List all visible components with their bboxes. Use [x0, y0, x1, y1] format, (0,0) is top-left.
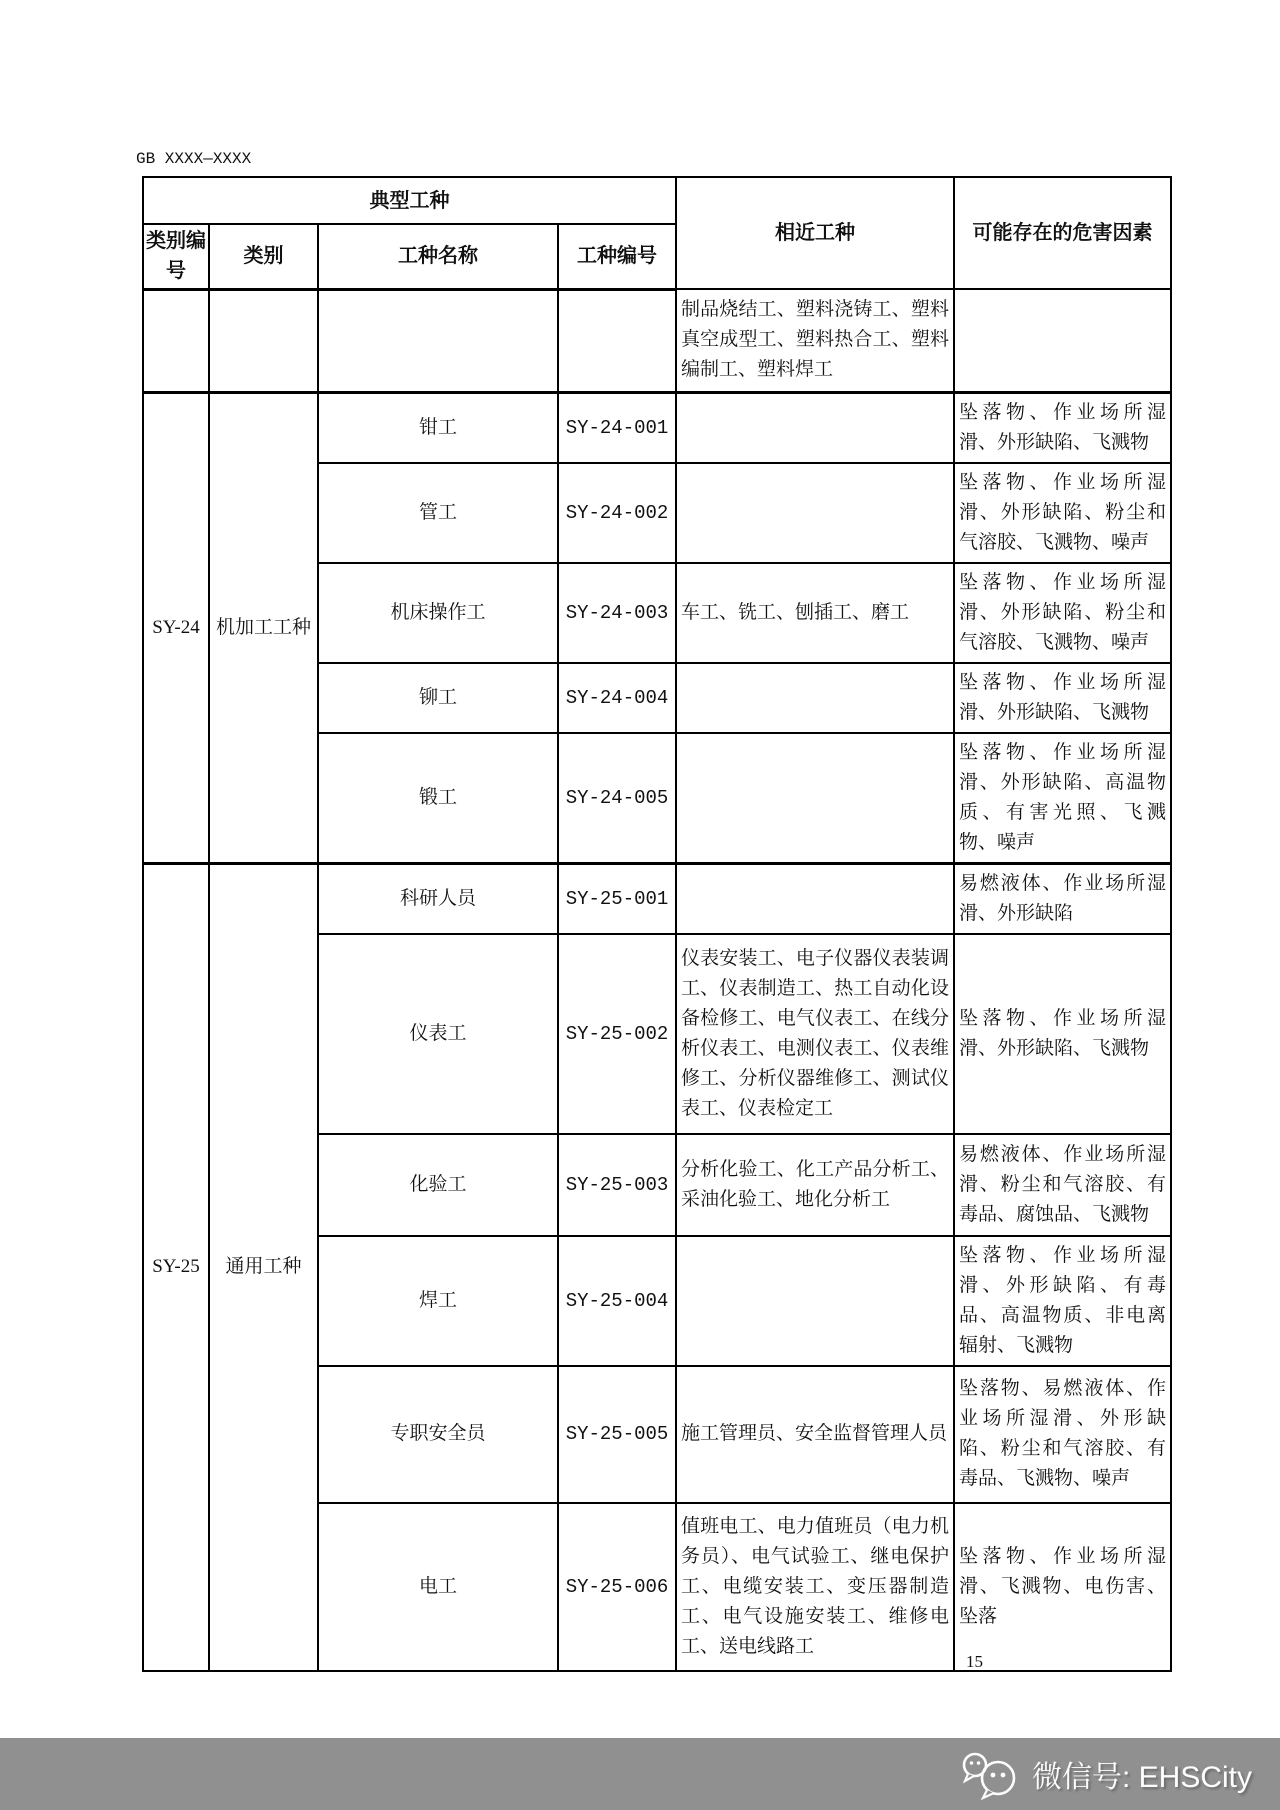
header-job-name: 工种名称: [318, 224, 558, 289]
cell-job-name: 机床操作工: [318, 563, 558, 663]
cell-job-no: SY-25-002: [558, 934, 676, 1134]
cell-similar: 车工、铣工、刨插工、磨工: [676, 563, 954, 663]
cell-job-name: 专职安全员: [318, 1366, 558, 1503]
header-typical: 典型工种: [143, 177, 676, 224]
cell-group-name: 机加工工种: [209, 392, 318, 863]
cell-hazards: 坠落物、作业场所湿滑、外形缺陷、有毒品、高温物质、非电离辐射、飞溅物: [954, 1236, 1171, 1366]
cell-hazards: 坠落物、易燃液体、作业场所湿滑、外形缺陷、粉尘和气溶胶、有毒品、飞溅物、噪声: [954, 1366, 1171, 1503]
header-job-no: 工种编号: [558, 224, 676, 289]
cell-job-no: SY-24-001: [558, 392, 676, 463]
cell-hazards: 坠落物、作业场所湿滑、外形缺陷、高温物质、有害光照、飞溅物、噪声: [954, 733, 1171, 864]
cell-hazards: 坠落物、作业场所湿滑、飞溅物、电伤害、坠落: [954, 1503, 1171, 1671]
table-row: [143, 863, 1171, 934]
cell-hazards: [954, 289, 1171, 392]
cell-job-no: [558, 289, 676, 392]
cell-job-name: 焊工: [318, 1236, 558, 1366]
jobs-hazards-table: [142, 176, 1172, 1672]
table-row-continuation: [143, 289, 1171, 392]
cell-hazards: 坠落物、作业场所湿滑、外形缺陷、飞溅物: [954, 392, 1171, 463]
doc-code: GB XXXX—XXXX: [136, 150, 252, 168]
header-similar: 相近工种: [676, 177, 954, 289]
cell-job-name: 锻工: [318, 733, 558, 864]
cell-similar: [676, 463, 954, 563]
page-number: 15: [966, 1652, 983, 1671]
cell-job-name: 化验工: [318, 1134, 558, 1236]
cell-hazards: 易燃液体、作业场所湿滑、外形缺陷: [954, 863, 1171, 934]
cell-similar: 仪表安装工、电子仪器仪表装调工、仪表制造工、热工自动化设备检修工、电气仪表工、在线分析仪表工、电测仪表工、仪表维修工、分析仪器维修工、测试仪表工、仪表检定工: [676, 934, 954, 1134]
footer-watermark-bar: [0, 1738, 1280, 1810]
cell-job-no: SY-24-003: [558, 563, 676, 663]
cell-job-no: SY-25-003: [558, 1134, 676, 1236]
cell-similar: [676, 863, 954, 934]
cell-hazards: 坠落物、作业场所湿滑、外形缺陷、飞溅物: [954, 663, 1171, 733]
cell-job-name: 铆工: [318, 663, 558, 733]
cell-similar: [676, 733, 954, 864]
wechat-badge: [960, 1748, 1252, 1800]
cell-job-name: 钳工: [318, 392, 558, 463]
cell-hazards: 坠落物、作业场所湿滑、外形缺陷、粉尘和气溶胶、飞溅物、噪声: [954, 563, 1171, 663]
cell-job-no: SY-25-004: [558, 1236, 676, 1366]
wechat-label: 微信号: EHSCity: [1031, 1761, 1252, 1794]
cell-hazards: 坠落物、作业场所湿滑、外形缺陷、飞溅物: [954, 934, 1171, 1134]
cell-similar: [676, 1236, 954, 1366]
cell-similar: 值班电工、电力值班员（电力机务员）、电气试验工、继电保护工、电缆安装工、变压器制造工、电气设施安装工、维修电工、送电线路工: [676, 1503, 954, 1671]
cell-job-no: SY-24-004: [558, 663, 676, 733]
wechat-icon: [960, 1748, 1022, 1800]
cell-similar: 制品烧结工、塑料浇铸工、塑料真空成型工、塑料热合工、塑料编制工、塑料焊工: [676, 289, 954, 392]
cell-group-name: 通用工种: [209, 863, 318, 1671]
cell-job-no: SY-24-002: [558, 463, 676, 563]
cell-job-no: SY-24-005: [558, 733, 676, 864]
cell-group-code: SY-25: [143, 863, 209, 1671]
table-row: [143, 392, 1171, 463]
cell-similar: 施工管理员、安全监督管理人员: [676, 1366, 954, 1503]
cell-similar: 分析化验工、化工产品分析工、采油化验工、地化分析工: [676, 1134, 954, 1236]
cell-job-no: SY-25-005: [558, 1366, 676, 1503]
cell-category: [209, 289, 318, 392]
cell-job-name: 管工: [318, 463, 558, 563]
cell-hazards: 易燃液体、作业场所湿滑、粉尘和气溶胶、有毒品、腐蚀品、飞溅物: [954, 1134, 1171, 1236]
cell-job-name: 科研人员: [318, 863, 558, 934]
header-row-top: [143, 177, 1171, 224]
cell-job-no: SY-25-006: [558, 1503, 676, 1671]
header-category: 类别: [209, 224, 318, 289]
cell-group-code: SY-24: [143, 392, 209, 863]
header-category-no: 类别编号: [143, 224, 209, 289]
cell-job-name: 电工: [318, 1503, 558, 1671]
cell-similar: [676, 392, 954, 463]
cell-job-no: SY-25-001: [558, 863, 676, 934]
cell-job-name: [318, 289, 558, 392]
cell-hazards: 坠落物、作业场所湿滑、外形缺陷、粉尘和气溶胶、飞溅物、噪声: [954, 463, 1171, 563]
cell-category-no: [143, 289, 209, 392]
cell-job-name: 仪表工: [318, 934, 558, 1134]
cell-similar: [676, 663, 954, 733]
header-hazards: 可能存在的危害因素: [954, 177, 1171, 289]
